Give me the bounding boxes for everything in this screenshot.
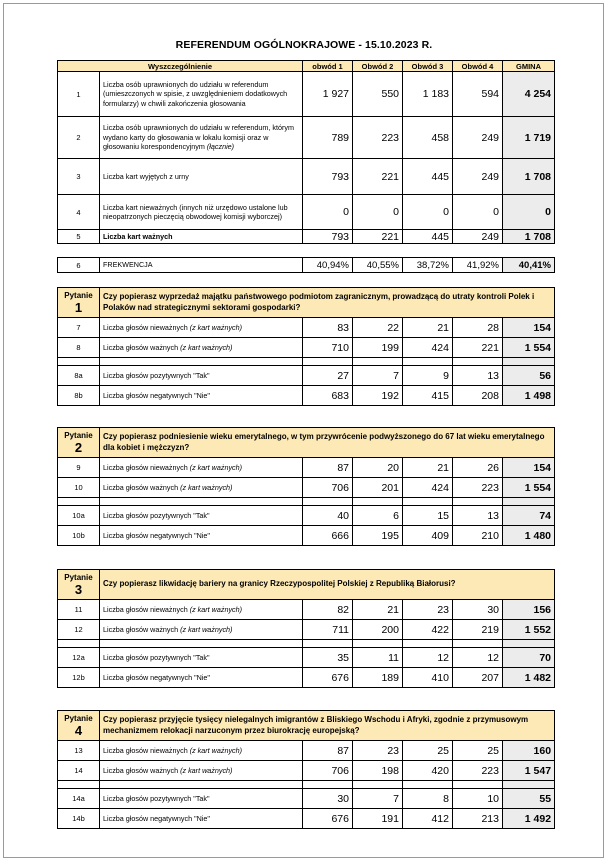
district-4-value: 210 — [453, 526, 503, 546]
municipality-value: 154 — [503, 458, 555, 478]
municipality-value: 1 492 — [503, 809, 555, 829]
district-1-value: 0 — [303, 195, 353, 230]
question-4-table — [57, 710, 555, 829]
row-number: 11 — [58, 600, 100, 620]
header-municipality: GMINA — [503, 61, 555, 72]
municipality-value: 4 254 — [503, 72, 555, 117]
district-2-value: 550 — [353, 72, 403, 117]
municipality-value: 1 719 — [503, 117, 555, 159]
summary-table — [57, 60, 555, 244]
row-label-note: (łącznie) — [206, 142, 235, 152]
district-2-value: 7 — [353, 789, 403, 809]
table-row — [58, 506, 555, 526]
row-label — [100, 159, 303, 195]
spacer-cell — [503, 781, 555, 789]
table-row — [58, 458, 555, 478]
district-3-value: 412 — [403, 809, 453, 829]
table-row — [58, 648, 555, 668]
district-2-value: 200 — [353, 620, 403, 640]
row-label-text: Liczba kart ważnych — [103, 231, 173, 241]
row-label — [100, 789, 303, 809]
row-label — [100, 741, 303, 761]
row-label-note: (z kart ważnych) — [180, 624, 233, 634]
district-3-value: 458 — [403, 117, 453, 159]
table-row — [58, 789, 555, 809]
row-label-text: Liczba kart wyjętych z urny — [103, 171, 189, 181]
spacer-cell — [303, 358, 353, 366]
district-1-value: 87 — [303, 741, 353, 761]
district-3-value: 422 — [403, 620, 453, 640]
spacer-cell — [303, 640, 353, 648]
question-header-row — [58, 288, 555, 318]
row-label-text: Liczba głosów pozytywnych "Tak" — [103, 510, 210, 520]
row-label-note: (z kart ważnych) — [180, 765, 233, 775]
spacer-cell — [503, 640, 555, 648]
row-label — [100, 620, 303, 640]
header-district-2: Obwód 2 — [353, 61, 403, 72]
table-row — [58, 478, 555, 498]
district-4-value: 26 — [453, 458, 503, 478]
district-4-value: 28 — [453, 318, 503, 338]
district-4-value: 0 — [453, 195, 503, 230]
table-row — [58, 741, 555, 761]
district-3-value: 0 — [403, 195, 453, 230]
table-row — [58, 72, 555, 117]
district-1-value: 676 — [303, 809, 353, 829]
district-1-value: 710 — [303, 338, 353, 358]
row-number: 3 — [58, 159, 100, 195]
turnout-district-4: 41,92% — [453, 258, 503, 273]
row-label-text: Liczba kart nieważnych (innych niż urzędowo ustalone lub nieopatrzonych pieczęcią obwodowej komisji wyborczej) — [103, 202, 288, 221]
header-description: Wyszczególnienie — [58, 61, 303, 72]
row-label-note: (z kart ważnych) — [189, 462, 243, 472]
row-number: 1 — [58, 72, 100, 117]
question-number: 1 — [74, 299, 83, 315]
row-label-text: Liczba głosów negatywnych "Nie" — [103, 813, 210, 823]
row-label-text: Liczba głosów negatywnych "Nie" — [103, 530, 210, 540]
question-2-table — [57, 427, 555, 546]
row-label — [100, 72, 303, 117]
municipality-value: 1 708 — [503, 159, 555, 195]
district-2-value: 201 — [353, 478, 403, 498]
municipality-value: 70 — [503, 648, 555, 668]
turnout-municipality: 40,41% — [503, 258, 555, 273]
row-number: 10 — [58, 478, 100, 498]
district-3-value: 21 — [403, 318, 453, 338]
district-3-value: 23 — [403, 600, 453, 620]
municipality-value: 1 480 — [503, 526, 555, 546]
district-1-value: 82 — [303, 600, 353, 620]
row-label-note: (z kart ważnych) — [180, 342, 233, 352]
row-label-text: Liczba osób uprawnionych do udziału w referendum (umieszczonych w spisie, z uwzględnieniem dodatkowych formularzy) w chwili zakończenia głosowania — [103, 79, 288, 108]
district-4-value: 13 — [453, 366, 503, 386]
district-3-value: 15 — [403, 506, 453, 526]
district-3-value: 8 — [403, 789, 453, 809]
district-3-value: 424 — [403, 338, 453, 358]
row-label — [100, 761, 303, 781]
row-number: 4 — [58, 195, 100, 230]
district-4-value: 249 — [453, 159, 503, 195]
header-district-3: Obwód 3 — [403, 61, 453, 72]
district-1-value: 683 — [303, 386, 353, 406]
municipality-value: 56 — [503, 366, 555, 386]
row-label — [100, 386, 303, 406]
district-3-value: 12 — [403, 648, 453, 668]
district-1-value: 676 — [303, 668, 353, 688]
municipality-value: 154 — [503, 318, 555, 338]
district-1-value: 666 — [303, 526, 353, 546]
document-title: REFERENDUM OGÓLNOKRAJOWE - 15.10.2023 R. — [175, 39, 433, 51]
question-number: 2 — [74, 439, 83, 455]
district-4-value: 219 — [453, 620, 503, 640]
spacer-cell — [100, 781, 303, 789]
spacer-cell — [303, 498, 353, 506]
turnout-district-1: 40,94% — [303, 258, 353, 273]
question-text: Czy popierasz podniesienie wieku emerytalnego, w tym przywrócenie podwyższonego do 67 lat wieku emerytalnego dla kobiet i mężczyzn? — [100, 428, 555, 458]
row-number: 8b — [58, 386, 100, 406]
district-1-value: 706 — [303, 478, 353, 498]
district-1-value: 706 — [303, 761, 353, 781]
row-number: 14 — [58, 761, 100, 781]
question-text: Czy popierasz likwidację bariery na granicy Rzeczypospolitej Polskiej z Republiką Białorusi? — [100, 570, 555, 600]
row-label-text: Liczba głosów nieważnych — [103, 462, 190, 472]
district-4-value: 213 — [453, 809, 503, 829]
district-3-value: 409 — [403, 526, 453, 546]
spacer-cell — [353, 498, 403, 506]
table-row — [58, 318, 555, 338]
district-1-value: 793 — [303, 230, 353, 244]
district-3-value: 445 — [403, 230, 453, 244]
question-3-table — [57, 569, 555, 688]
row-label-text: Liczba głosów pozytywnych "Tak" — [103, 370, 210, 380]
row-number: 8a — [58, 366, 100, 386]
spacer-cell — [453, 781, 503, 789]
row-label-note: (z kart ważnych) — [189, 604, 243, 614]
district-2-value: 21 — [353, 600, 403, 620]
district-1-value: 35 — [303, 648, 353, 668]
spacer-cell — [353, 358, 403, 366]
municipality-value: 1 552 — [503, 620, 555, 640]
district-3-value: 25 — [403, 741, 453, 761]
row-label — [100, 318, 303, 338]
row-label-text: Liczba głosów pozytywnych "Tak" — [103, 652, 210, 662]
municipality-value: 1 482 — [503, 668, 555, 688]
spacer-cell — [100, 498, 303, 506]
district-3-value: 420 — [403, 761, 453, 781]
row-label — [100, 117, 303, 159]
spacer-cell — [403, 781, 453, 789]
district-4-value: 13 — [453, 506, 503, 526]
spacer-cell — [58, 640, 100, 648]
table-row — [58, 526, 555, 546]
spacer-cell — [58, 358, 100, 366]
spacer-cell — [353, 781, 403, 789]
spacer-cell — [453, 358, 503, 366]
row-label-note: (z kart ważnych) — [189, 322, 243, 332]
spacer-cell — [403, 498, 453, 506]
row-label — [100, 478, 303, 498]
district-4-value: 223 — [453, 478, 503, 498]
district-1-value: 793 — [303, 159, 353, 195]
district-2-value: 11 — [353, 648, 403, 668]
spacer-cell — [503, 358, 555, 366]
municipality-value: 74 — [503, 506, 555, 526]
row-label — [100, 338, 303, 358]
spacer-cell — [453, 640, 503, 648]
row-number: 12 — [58, 620, 100, 640]
question-header-row — [58, 570, 555, 600]
district-1-value: 711 — [303, 620, 353, 640]
district-2-value: 22 — [353, 318, 403, 338]
row-number: 13 — [58, 741, 100, 761]
header-row — [58, 61, 555, 72]
question-number: 3 — [74, 581, 83, 597]
row-number: 8 — [58, 338, 100, 358]
row-number: 7 — [58, 318, 100, 338]
table-row — [58, 117, 555, 159]
municipality-value: 0 — [503, 195, 555, 230]
row-label — [100, 668, 303, 688]
question-label — [58, 428, 100, 458]
district-2-value: 223 — [353, 117, 403, 159]
spacer-cell — [100, 358, 303, 366]
municipality-value: 55 — [503, 789, 555, 809]
question-text: Czy popierasz przyjęcie tysięcy nielegalnych imigrantów z Bliskiego Wschodu i Afryki, zgodnie z przymusowym mechanizmem relokacji narzuconym przez biurokrację europejską? — [100, 711, 555, 741]
turnout-row — [58, 258, 555, 273]
table-row — [58, 386, 555, 406]
spacer-cell — [303, 781, 353, 789]
district-4-value: 207 — [453, 668, 503, 688]
question-label — [58, 288, 100, 318]
municipality-value: 1 554 — [503, 338, 555, 358]
district-4-value: 10 — [453, 789, 503, 809]
district-2-value: 195 — [353, 526, 403, 546]
table-row — [58, 761, 555, 781]
district-4-value: 25 — [453, 741, 503, 761]
table-row — [58, 809, 555, 829]
row-number: 12b — [58, 668, 100, 688]
row-label-text: Liczba głosów ważnych — [103, 342, 181, 352]
district-3-value: 415 — [403, 386, 453, 406]
question-label — [58, 570, 100, 600]
question-word: Pytanie — [64, 430, 93, 440]
district-4-value: 249 — [453, 230, 503, 244]
district-3-value: 424 — [403, 478, 453, 498]
district-2-value: 192 — [353, 386, 403, 406]
question-word: Pytanie — [64, 290, 93, 300]
district-4-value: 208 — [453, 386, 503, 406]
municipality-value: 160 — [503, 741, 555, 761]
district-2-value: 6 — [353, 506, 403, 526]
question-label — [58, 711, 100, 741]
row-label-text: Liczba osób uprawnionych do udziału w referendum, którym wydano karty do głosowania w lokalu komisji oraz w głosowaniu korespondencyjnym — [103, 123, 294, 152]
turnout-label: FREKWENCJA — [100, 258, 303, 273]
spacer-row — [58, 358, 555, 366]
table-row — [58, 366, 555, 386]
table-row — [58, 620, 555, 640]
spacer-cell — [58, 781, 100, 789]
table-row — [58, 195, 555, 230]
row-label — [100, 230, 303, 244]
spacer-cell — [403, 358, 453, 366]
turnout-table — [57, 257, 555, 273]
table-row — [58, 159, 555, 195]
spacer-cell — [503, 498, 555, 506]
row-number: 6 — [58, 258, 100, 273]
spacer-row — [58, 498, 555, 506]
district-2-value: 221 — [353, 159, 403, 195]
row-label-text: Liczba głosów pozytywnych "Tak" — [103, 793, 210, 803]
row-label-note: (z kart ważnych) — [189, 745, 243, 755]
row-label — [100, 506, 303, 526]
row-label-text: Liczba głosów ważnych — [103, 482, 181, 492]
district-1-value: 789 — [303, 117, 353, 159]
question-number: 4 — [74, 722, 83, 738]
row-number: 5 — [58, 230, 100, 244]
row-label-text: Liczba głosów ważnych — [103, 624, 181, 634]
district-3-value: 410 — [403, 668, 453, 688]
district-2-value: 23 — [353, 741, 403, 761]
row-label-text: Liczba głosów nieważnych — [103, 322, 190, 332]
district-2-value: 0 — [353, 195, 403, 230]
district-2-value: 20 — [353, 458, 403, 478]
district-1-value: 27 — [303, 366, 353, 386]
district-2-value: 191 — [353, 809, 403, 829]
question-header-row — [58, 711, 555, 741]
spacer-cell — [353, 640, 403, 648]
table-row — [58, 668, 555, 688]
district-4-value: 12 — [453, 648, 503, 668]
row-label-text: Liczba głosów ważnych — [103, 765, 181, 775]
table-row — [58, 600, 555, 620]
row-label — [100, 195, 303, 230]
row-label — [100, 600, 303, 620]
spacer-row — [58, 781, 555, 789]
district-2-value: 189 — [353, 668, 403, 688]
municipality-value: 1 708 — [503, 230, 555, 244]
district-3-value: 21 — [403, 458, 453, 478]
spacer-cell — [58, 498, 100, 506]
district-1-value: 87 — [303, 458, 353, 478]
municipality-value: 156 — [503, 600, 555, 620]
spacer-cell — [100, 640, 303, 648]
row-number: 9 — [58, 458, 100, 478]
question-header-row — [58, 428, 555, 458]
municipality-value: 1 547 — [503, 761, 555, 781]
district-1-value: 30 — [303, 789, 353, 809]
header-district-4: Obwód 4 — [453, 61, 503, 72]
row-label — [100, 648, 303, 668]
district-4-value: 594 — [453, 72, 503, 117]
district-3-value: 1 183 — [403, 72, 453, 117]
table-row — [58, 230, 555, 244]
question-word: Pytanie — [64, 713, 93, 723]
district-1-value: 40 — [303, 506, 353, 526]
row-label — [100, 366, 303, 386]
district-1-value: 1 927 — [303, 72, 353, 117]
row-label-note: (z kart ważnych) — [180, 482, 233, 492]
question-word: Pytanie — [64, 572, 93, 582]
row-number: 10a — [58, 506, 100, 526]
spacer-cell — [453, 498, 503, 506]
municipality-value: 1 498 — [503, 386, 555, 406]
district-2-value: 199 — [353, 338, 403, 358]
row-number: 12a — [58, 648, 100, 668]
row-label-text: Liczba głosów nieważnych — [103, 604, 190, 614]
spacer-row — [58, 640, 555, 648]
table-row — [58, 338, 555, 358]
district-3-value: 9 — [403, 366, 453, 386]
spacer-cell — [403, 640, 453, 648]
row-label-text: Liczba głosów negatywnych "Nie" — [103, 672, 210, 682]
question-1-table — [57, 287, 555, 406]
district-4-value: 30 — [453, 600, 503, 620]
turnout-district-3: 38,72% — [403, 258, 453, 273]
district-4-value: 221 — [453, 338, 503, 358]
district-2-value: 198 — [353, 761, 403, 781]
district-2-value: 221 — [353, 230, 403, 244]
district-2-value: 7 — [353, 366, 403, 386]
row-number: 14b — [58, 809, 100, 829]
row-label-text: Liczba głosów nieważnych — [103, 745, 190, 755]
question-text: Czy popierasz wyprzedaż majątku państwowego podmiotom zagranicznym, prowadzącą do utraty kontroli Polek i Polaków nad strategicznymi sektorami gospodarki? — [100, 288, 555, 318]
row-label-text: Liczba głosów negatywnych "Nie" — [103, 390, 210, 400]
row-label — [100, 458, 303, 478]
district-1-value: 83 — [303, 318, 353, 338]
header-district-1: obwód 1 — [303, 61, 353, 72]
turnout-district-2: 40,55% — [353, 258, 403, 273]
row-number: 14a — [58, 789, 100, 809]
district-4-value: 249 — [453, 117, 503, 159]
row-number: 2 — [58, 117, 100, 159]
row-label — [100, 809, 303, 829]
municipality-value: 1 554 — [503, 478, 555, 498]
district-4-value: 223 — [453, 761, 503, 781]
district-3-value: 445 — [403, 159, 453, 195]
row-number: 10b — [58, 526, 100, 546]
row-label — [100, 526, 303, 546]
